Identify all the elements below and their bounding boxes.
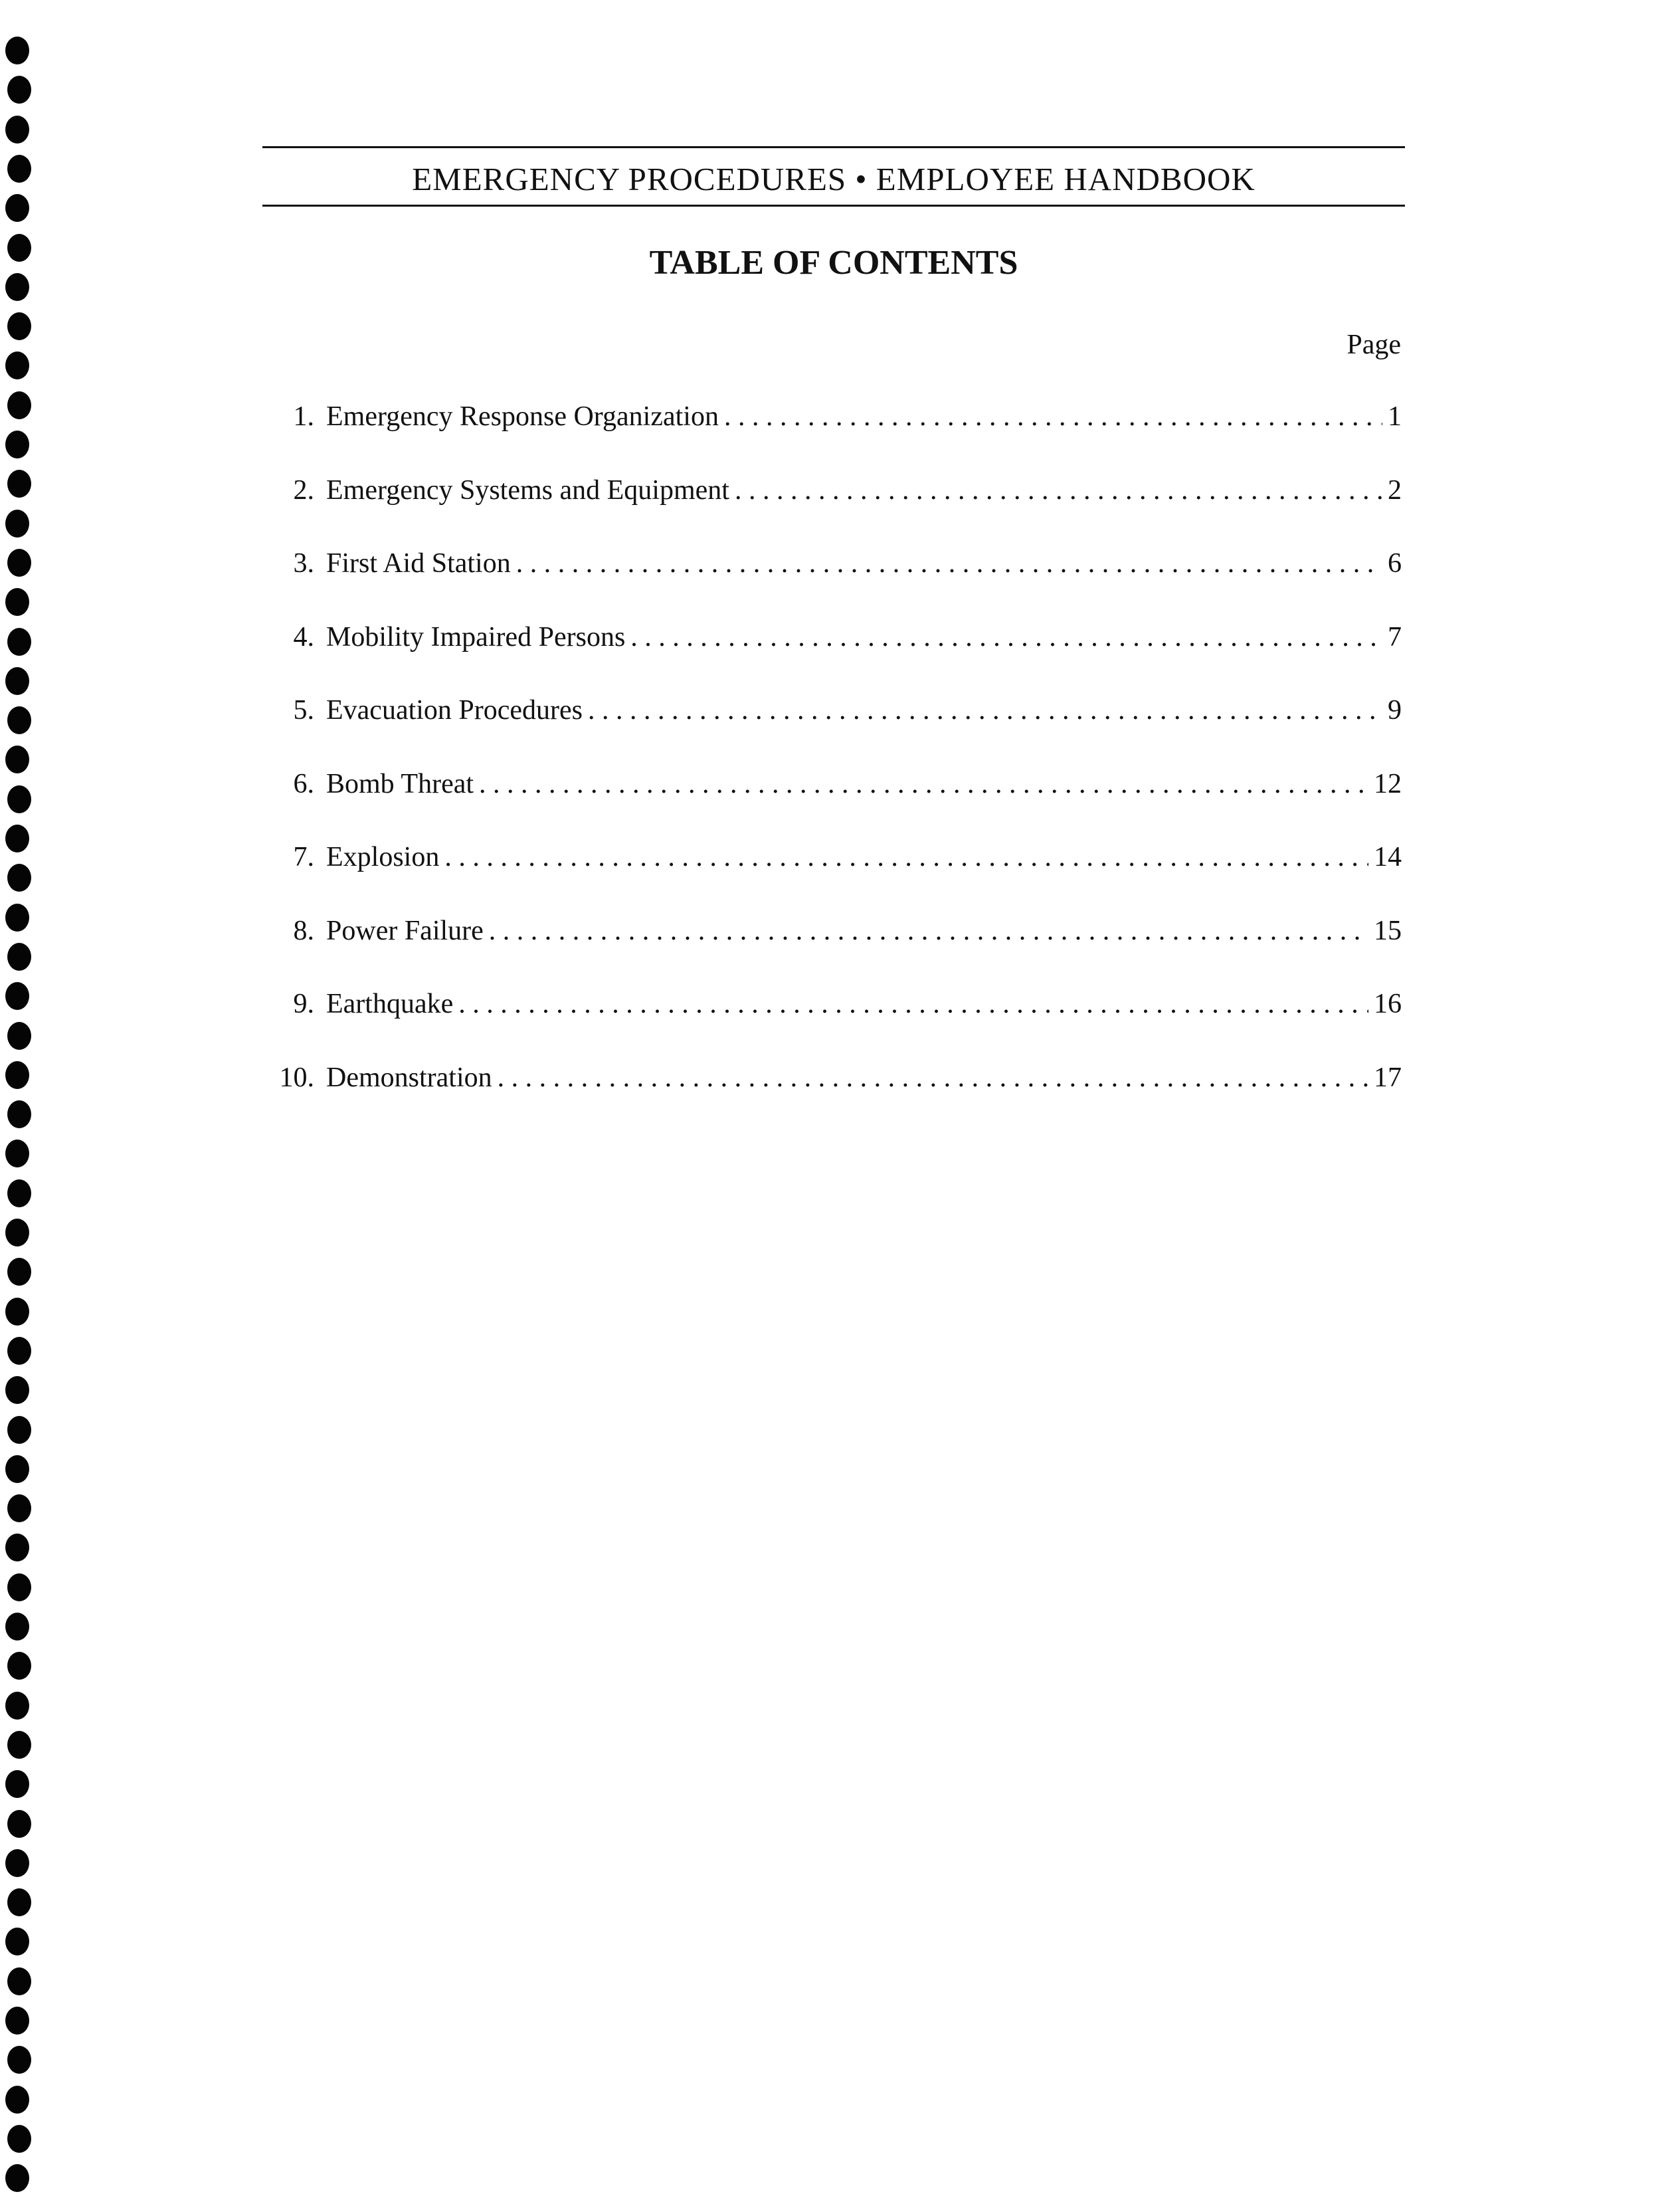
binding-hole	[5, 1770, 29, 1798]
binding-hole	[7, 1100, 31, 1128]
page-column-label: Page	[1347, 330, 1401, 360]
binding-hole	[7, 391, 31, 419]
binding-hole	[5, 273, 29, 301]
toc-dot-leader	[588, 696, 1382, 724]
binding-hole	[7, 234, 31, 262]
toc-entry-number: 1.	[293, 401, 314, 432]
toc-entry-label: Mobility Impaired Persons	[326, 621, 626, 652]
binding-hole	[5, 510, 29, 538]
binding-hole	[5, 667, 29, 695]
binding-hole	[5, 2007, 29, 2035]
toc-entry-label: Power Failure	[326, 915, 484, 946]
toc-entry-label: Evacuation Procedures	[326, 695, 583, 726]
binding-hole	[7, 2046, 31, 2074]
binding-hole	[7, 1573, 31, 1601]
toc-dot-leader	[630, 623, 1382, 651]
binding-hole	[5, 825, 29, 852]
binding-hole	[7, 1731, 31, 1759]
binding-hole	[7, 470, 31, 498]
binding-hole	[5, 1140, 29, 1167]
toc-entry	[262, 990, 1402, 1064]
binding-hole	[7, 1258, 31, 1286]
binding-hole	[7, 155, 31, 183]
binding-hole	[7, 785, 31, 813]
toc-dot-leader	[458, 990, 1368, 1018]
binding-hole	[5, 1613, 29, 1641]
toc-entry	[262, 550, 1402, 623]
toc-entry	[262, 917, 1402, 991]
toc-entry-label: First Aid Station	[326, 548, 511, 579]
binding-hole	[5, 1928, 29, 1955]
toc-entry-number: 3.	[293, 548, 314, 579]
binding-hole	[5, 2164, 29, 2192]
binding-hole	[7, 1810, 31, 1838]
binding-holes	[0, 0, 40, 2198]
binding-hole	[5, 1849, 29, 1877]
binding-hole	[5, 588, 29, 616]
binding-hole	[5, 904, 29, 932]
binding-hole	[7, 549, 31, 577]
toc-list	[262, 403, 1402, 1137]
binding-hole	[7, 1337, 31, 1365]
binding-hole	[5, 431, 29, 458]
toc-dot-leader	[444, 843, 1368, 871]
running-header	[262, 146, 1405, 207]
toc-dot-leader	[516, 550, 1382, 577]
binding-hole	[5, 1219, 29, 1247]
toc-dot-leader	[479, 770, 1368, 798]
toc-entry-label: Bomb Threat	[326, 768, 474, 799]
toc-entry-label: Explosion	[326, 842, 440, 872]
toc-entry	[262, 476, 1402, 550]
toc-entry-label: Emergency Response Organization	[326, 401, 719, 432]
binding-hole	[5, 1455, 29, 1483]
toc-entry-number: 4.	[293, 621, 314, 652]
binding-hole	[5, 116, 29, 144]
toc-entry-page: 14	[1374, 842, 1402, 872]
toc-entry-page: 1	[1388, 401, 1402, 432]
binding-hole	[7, 1967, 31, 1995]
toc-dot-leader	[735, 476, 1382, 504]
toc-entry	[262, 696, 1402, 770]
binding-hole	[5, 1692, 29, 1720]
binding-hole	[7, 943, 31, 971]
toc-entry-label: Earthquake	[326, 989, 454, 1019]
toc-entry-number: 8.	[293, 915, 314, 946]
toc-entry-page: 15	[1374, 915, 1402, 946]
toc-entry-page: 16	[1374, 989, 1402, 1019]
binding-hole	[7, 1022, 31, 1050]
toc-entry-page: 12	[1374, 768, 1402, 799]
binding-hole	[5, 1298, 29, 1326]
toc-entry	[262, 403, 1402, 476]
toc-title: TABLE OF CONTENTS	[649, 244, 1018, 282]
binding-hole	[7, 1888, 31, 1916]
binding-hole	[7, 1494, 31, 1522]
toc-dot-leader	[724, 403, 1382, 431]
toc-entry-page: 9	[1388, 695, 1402, 726]
toc-entry	[262, 843, 1402, 917]
binding-hole	[5, 351, 29, 379]
binding-hole	[7, 1179, 31, 1207]
toc-entry	[262, 623, 1402, 697]
binding-hole	[7, 864, 31, 892]
toc-entry-number: 2.	[293, 474, 314, 506]
toc-dot-leader	[489, 917, 1368, 945]
binding-hole	[7, 628, 31, 656]
toc-entry-number: 5.	[293, 695, 314, 726]
binding-hole	[5, 37, 29, 64]
binding-hole	[5, 1061, 29, 1089]
toc-entry-page: 7	[1388, 621, 1402, 652]
binding-hole	[5, 1534, 29, 1561]
toc-entry-number: 10.	[279, 1062, 314, 1093]
header-title: EMERGENCY PROCEDURES • EMPLOYEE HANDBOOK	[412, 161, 1256, 197]
binding-hole	[7, 1652, 31, 1680]
binding-hole	[5, 982, 29, 1010]
binding-hole	[7, 2125, 31, 2153]
toc-entry	[262, 1064, 1402, 1138]
toc-entry-label: Demonstration	[326, 1062, 492, 1093]
toc-entry-number: 6.	[293, 768, 314, 799]
binding-hole	[7, 312, 31, 340]
binding-hole	[7, 706, 31, 734]
binding-hole	[7, 1416, 31, 1444]
binding-hole	[5, 2086, 29, 2114]
toc-entry-page: 2	[1388, 474, 1402, 506]
header-bottom-rule	[262, 205, 1405, 207]
toc-entry	[262, 770, 1402, 844]
binding-hole	[5, 1376, 29, 1404]
toc-entry-number: 7.	[293, 842, 314, 872]
binding-hole	[5, 746, 29, 773]
binding-hole	[5, 194, 29, 222]
toc-entry-page: 17	[1374, 1062, 1402, 1093]
binding-hole	[7, 76, 31, 104]
toc-entry-number: 9.	[293, 989, 314, 1019]
toc-entry-page: 6	[1388, 548, 1402, 579]
toc-entry-label: Emergency Systems and Equipment	[326, 474, 729, 506]
toc-dot-leader	[498, 1064, 1368, 1092]
